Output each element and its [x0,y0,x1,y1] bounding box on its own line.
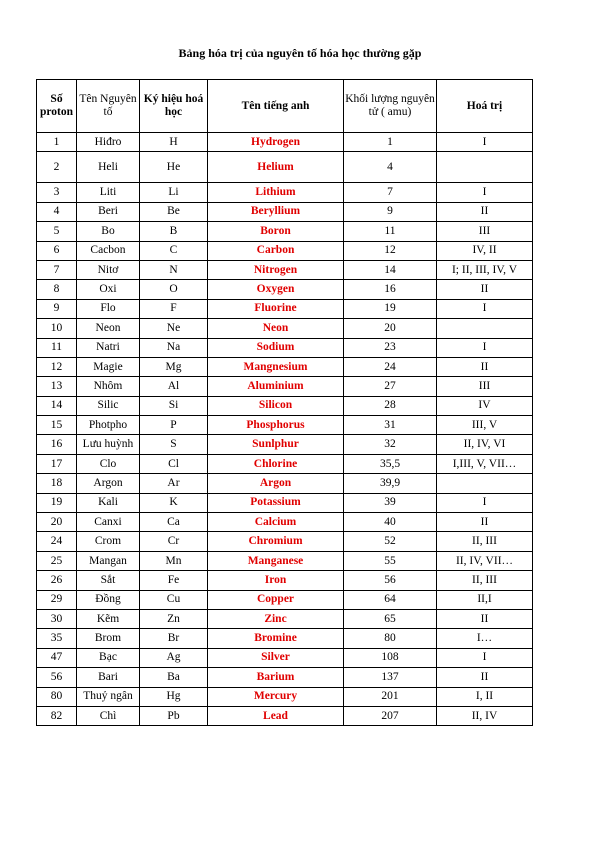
element-name-cell: Chì [77,706,140,725]
atomic-mass-cell: 12 [344,241,437,260]
symbol-cell: Ne [140,319,208,338]
atomic-mass-cell: 1 [344,133,437,152]
english-name-cell: Beryllium [208,202,344,221]
element-name-cell: Crom [77,532,140,551]
symbol-cell: K [140,493,208,512]
proton-cell: 1 [37,133,77,152]
valence-cell: IV [437,396,533,415]
table-row [37,532,533,551]
symbol-cell: Cu [140,590,208,609]
table-row [37,629,533,648]
proton-cell: 16 [37,435,77,454]
valence-cell: IV, II [437,241,533,260]
header-english-name: Tên tiếng anh [208,80,344,133]
table-row [37,416,533,435]
table-row [37,571,533,590]
proton-cell: 26 [37,571,77,590]
symbol-cell: B [140,222,208,241]
symbol-cell: C [140,241,208,260]
english-name-cell: Mercury [208,687,344,706]
english-name-cell: Sodium [208,338,344,357]
symbol-cell: P [140,416,208,435]
symbol-cell: Li [140,183,208,202]
english-name-cell: Lithium [208,183,344,202]
english-name-cell: Helium [208,152,344,183]
symbol-cell: Be [140,202,208,221]
table-row [37,299,533,318]
proton-cell: 25 [37,551,77,570]
element-name-cell: Bạc [77,648,140,667]
valence-table [36,79,533,726]
symbol-cell: Zn [140,609,208,628]
element-name-cell: Heli [77,152,140,183]
proton-cell: 14 [37,396,77,415]
valence-cell: II, IV, VII… [437,551,533,570]
symbol-cell: Ba [140,668,208,687]
atomic-mass-cell: 55 [344,551,437,570]
element-name-cell: Oxi [77,280,140,299]
atomic-mass-cell: 7 [344,183,437,202]
proton-cell: 15 [37,416,77,435]
english-name-cell: Chlorine [208,454,344,473]
symbol-cell: Ar [140,474,208,493]
element-name-cell: Kẽm [77,609,140,628]
element-name-cell: Nitơ [77,260,140,279]
symbol-cell: F [140,299,208,318]
atomic-mass-cell: 16 [344,280,437,299]
table-row [37,260,533,279]
english-name-cell: Argon [208,474,344,493]
element-name-cell: Bo [77,222,140,241]
valence-cell [437,474,533,493]
table-header-row [37,80,533,133]
table-row [37,357,533,376]
proton-cell: 30 [37,609,77,628]
proton-cell: 2 [37,152,77,183]
english-name-cell: Fluorine [208,299,344,318]
valence-cell: II, IV, VI [437,435,533,454]
symbol-cell: Pb [140,706,208,725]
proton-cell: 12 [37,357,77,376]
table-row [37,551,533,570]
valence-cell: II [437,280,533,299]
english-name-cell: Lead [208,706,344,725]
table-row [37,222,533,241]
table-row [37,513,533,532]
valence-cell: I,III, V, VII… [437,454,533,473]
table-row [37,687,533,706]
header-element-name: Tên Nguyên tố [77,80,140,133]
valence-cell: I [437,648,533,667]
symbol-cell: Hg [140,687,208,706]
symbol-cell: Mn [140,551,208,570]
atomic-mass-cell: 64 [344,590,437,609]
atomic-mass-cell: 27 [344,377,437,396]
valence-cell: III [437,377,533,396]
symbol-cell: S [140,435,208,454]
atomic-mass-cell: 11 [344,222,437,241]
proton-cell: 82 [37,706,77,725]
table-row [37,202,533,221]
valence-cell: II [437,668,533,687]
valence-cell: II, III [437,532,533,551]
proton-cell: 24 [37,532,77,551]
table-row [37,241,533,260]
proton-cell: 18 [37,474,77,493]
table-row [37,319,533,338]
table-row [37,668,533,687]
english-name-cell: Barium [208,668,344,687]
table-row [37,474,533,493]
english-name-cell: Zinc [208,609,344,628]
element-name-cell: Sắt [77,571,140,590]
proton-cell: 56 [37,668,77,687]
symbol-cell: O [140,280,208,299]
table-row [37,706,533,725]
proton-cell: 3 [37,183,77,202]
symbol-cell: Si [140,396,208,415]
valence-cell: II [437,202,533,221]
valence-cell: II, IV [437,706,533,725]
english-name-cell: Copper [208,590,344,609]
element-name-cell: Hiđro [77,133,140,152]
atomic-mass-cell: 80 [344,629,437,648]
english-name-cell: Potassium [208,493,344,512]
table-row [37,152,533,183]
valence-cell: II [437,609,533,628]
english-name-cell: Calcium [208,513,344,532]
valence-cell: II [437,513,533,532]
atomic-mass-cell: 52 [344,532,437,551]
element-name-cell: Mangan [77,551,140,570]
element-name-cell: Photpho [77,416,140,435]
atomic-mass-cell: 39 [344,493,437,512]
symbol-cell: Cr [140,532,208,551]
english-name-cell: Nitrogen [208,260,344,279]
element-name-cell: Đồng [77,590,140,609]
element-name-cell: Neon [77,319,140,338]
element-name-cell: Lưu huỳnh [77,435,140,454]
proton-cell: 11 [37,338,77,357]
valence-cell: II,I [437,590,533,609]
element-name-cell: Nhôm [77,377,140,396]
table-row [37,648,533,667]
element-name-cell: Canxi [77,513,140,532]
element-name-cell: Liti [77,183,140,202]
table-row [37,183,533,202]
proton-cell: 5 [37,222,77,241]
english-name-cell: Boron [208,222,344,241]
english-name-cell: Mangnesium [208,357,344,376]
table-row [37,338,533,357]
valence-cell: II, III [437,571,533,590]
table-row [37,590,533,609]
element-name-cell: Bari [77,668,140,687]
atomic-mass-cell: 4 [344,152,437,183]
atomic-mass-cell: 9 [344,202,437,221]
proton-cell: 6 [37,241,77,260]
element-name-cell: Argon [77,474,140,493]
symbol-cell: H [140,133,208,152]
english-name-cell: Silicon [208,396,344,415]
english-name-cell: Chromium [208,532,344,551]
proton-cell: 7 [37,260,77,279]
atomic-mass-cell: 39,9 [344,474,437,493]
valence-cell: III, V [437,416,533,435]
page-title: Bảng hóa trị của nguyên tố hóa học thường gặp [178,46,422,60]
element-name-cell: Silic [77,396,140,415]
table-row [37,609,533,628]
header-symbol: Ký hiệu hoá học [140,80,208,133]
symbol-cell: N [140,260,208,279]
english-name-cell: Hydrogen [208,133,344,152]
valence-cell: III [437,222,533,241]
english-name-cell: Carbon [208,241,344,260]
element-name-cell: Beri [77,202,140,221]
table-row [37,454,533,473]
symbol-cell: Al [140,377,208,396]
element-name-cell: Kali [77,493,140,512]
table-row [37,133,533,152]
atomic-mass-cell: 20 [344,319,437,338]
proton-cell: 8 [37,280,77,299]
valence-cell: I [437,338,533,357]
proton-cell: 29 [37,590,77,609]
symbol-cell: Ag [140,648,208,667]
english-name-cell: Iron [208,571,344,590]
symbol-cell: Na [140,338,208,357]
atomic-mass-cell: 35,5 [344,454,437,473]
atomic-mass-cell: 56 [344,571,437,590]
atomic-mass-cell: 19 [344,299,437,318]
proton-cell: 20 [37,513,77,532]
atomic-mass-cell: 32 [344,435,437,454]
atomic-mass-cell: 201 [344,687,437,706]
english-name-cell: Silver [208,648,344,667]
proton-cell: 47 [37,648,77,667]
header-atomic-mass: Khối lượng nguyên tử ( amu) [344,80,437,133]
english-name-cell: Phosphorus [208,416,344,435]
atomic-mass-cell: 65 [344,609,437,628]
header-valence: Hoá trị [437,80,533,133]
proton-cell: 13 [37,377,77,396]
proton-cell: 4 [37,202,77,221]
proton-cell: 9 [37,299,77,318]
english-name-cell: Neon [208,319,344,338]
valence-cell: I [437,299,533,318]
atomic-mass-cell: 40 [344,513,437,532]
symbol-cell: Ca [140,513,208,532]
english-name-cell: Manganese [208,551,344,570]
table-row [37,435,533,454]
table-row [37,493,533,512]
valence-cell: II [437,357,533,376]
atomic-mass-cell: 14 [344,260,437,279]
symbol-cell: He [140,152,208,183]
proton-cell: 35 [37,629,77,648]
proton-cell: 80 [37,687,77,706]
english-name-cell: Aluminium [208,377,344,396]
element-name-cell: Thuỷ ngân [77,687,140,706]
english-name-cell: Sunlphur [208,435,344,454]
element-name-cell: Magie [77,357,140,376]
valence-cell [437,152,533,183]
element-name-cell: Cacbon [77,241,140,260]
element-name-cell: Brom [77,629,140,648]
table-row [37,396,533,415]
english-name-cell: Bromine [208,629,344,648]
symbol-cell: Mg [140,357,208,376]
atomic-mass-cell: 108 [344,648,437,667]
proton-cell: 10 [37,319,77,338]
proton-cell: 17 [37,454,77,473]
element-name-cell: Flo [77,299,140,318]
atomic-mass-cell: 24 [344,357,437,376]
english-name-cell: Oxygen [208,280,344,299]
symbol-cell: Br [140,629,208,648]
valence-cell: I [437,133,533,152]
table-row [37,280,533,299]
element-name-cell: Clo [77,454,140,473]
header-proton: Số proton [37,80,77,133]
symbol-cell: Fe [140,571,208,590]
atomic-mass-cell: 137 [344,668,437,687]
symbol-cell: Cl [140,454,208,473]
valence-cell: I, II [437,687,533,706]
valence-cell: I [437,183,533,202]
atomic-mass-cell: 28 [344,396,437,415]
atomic-mass-cell: 31 [344,416,437,435]
proton-cell: 19 [37,493,77,512]
valence-cell: I [437,493,533,512]
table-row [37,377,533,396]
atomic-mass-cell: 23 [344,338,437,357]
element-name-cell: Natri [77,338,140,357]
valence-cell: I… [437,629,533,648]
atomic-mass-cell: 207 [344,706,437,725]
valence-cell [437,319,533,338]
valence-cell: I; II, III, IV, V [437,260,533,279]
